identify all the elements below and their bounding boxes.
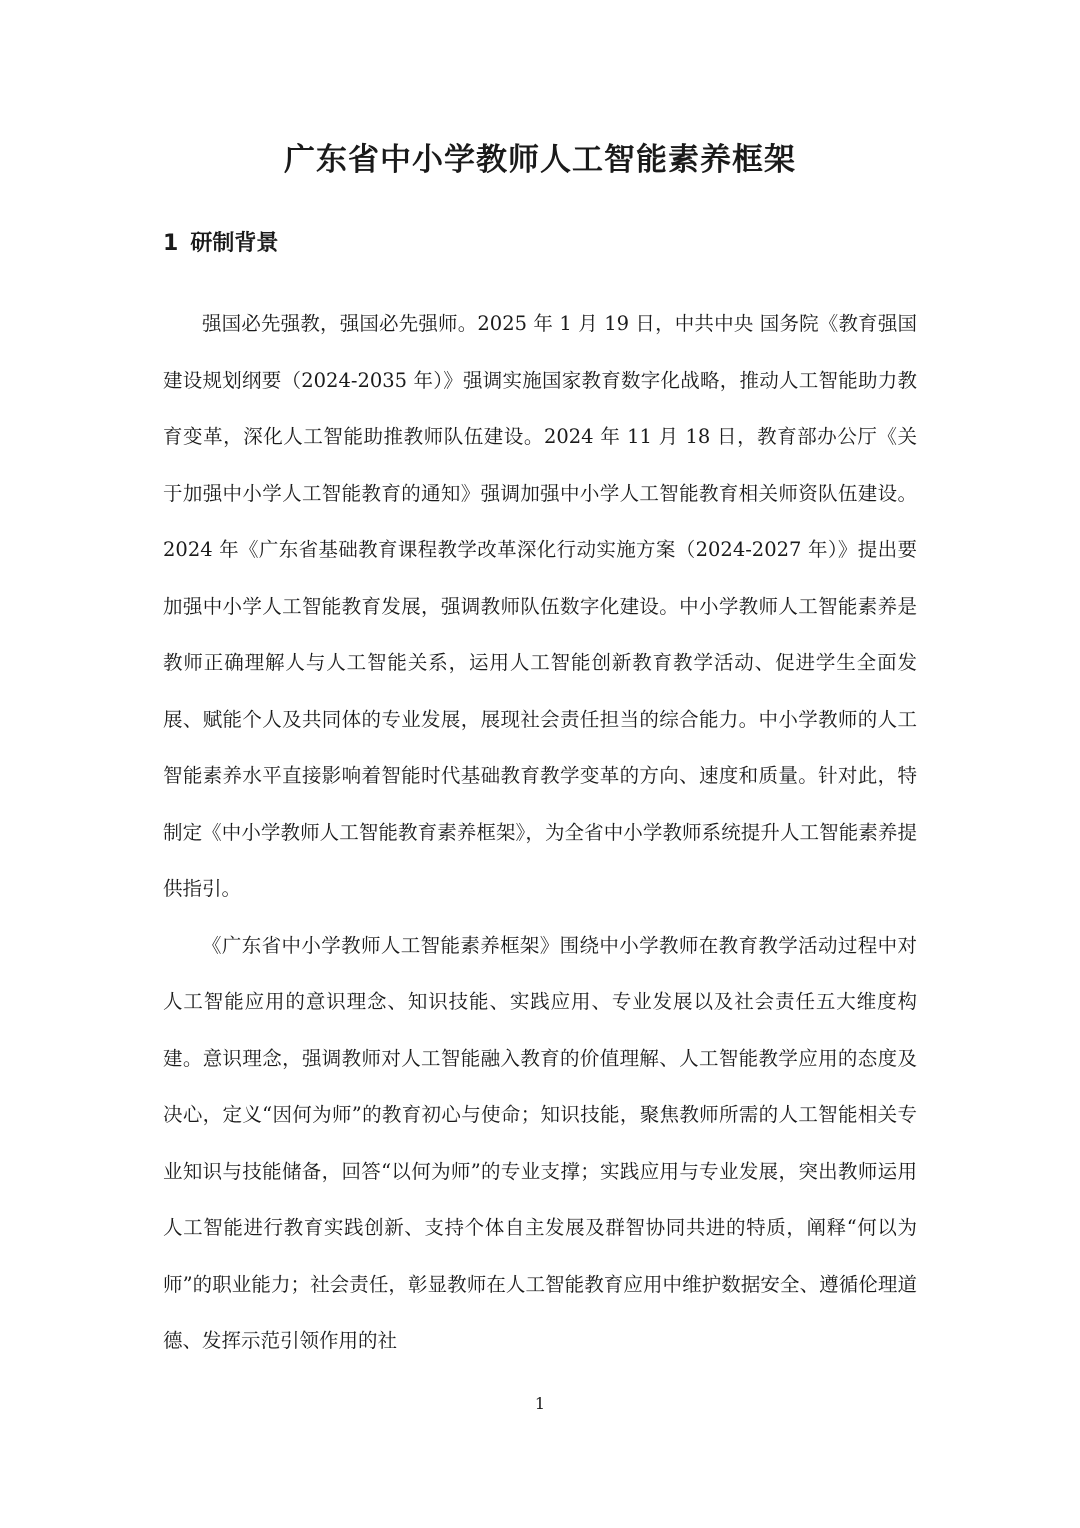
paragraph-background: 强国必先强教，强国必先强师。2025 年 1 月 19 日，中共中央 国务院《教育强国建设规划纲要（2024-2035 年）》强调实施国家教育数字化战略，推动人工智能助力教育变革，深化人工智能助推教师队伍建设。2024 年 11 月 18 日，教育部办公厅《关于加强中小学人工智能教育的通知》强调加强中小学人工智能教育相关师资队伍建设。2024 年《广东省基础教育课程教学改革深化行动实施方案（2024-2027 年）》提出要加强中小学人工智能教育发展，强调教师队伍数字化建设。中小学教师人工智能素养是教师正确理解人与人工智能关系，运用人工智能创新教育教学活动、促进学生全面发展、赋能个人及共同体的专业发展，展现社会责任担当的综合能力。中小学教师的人工智能素养水平直接影响着智能时代基础教育教学变革的方向、速度和质量。针对此，特制定《中小学教师人工智能教育素养框架》，为全省中小学教师系统提升人工智能素养提供指引。: [163, 312, 917, 900]
document-body: [163, 296, 917, 1370]
paragraph-framework: 《广东省中小学教师人工智能素养框架》围绕中小学教师在教育教学活动过程中对人工智能应用的意识理念、知识技能、实践应用、专业发展以及社会责任五大维度构建。意识理念，强调教师对人工智能融入教育的价值理解、人工智能教学应用的态度及决心，定义“因何为师”的教育初心与使命；知识技能，聚焦教师所需的人工智能相关专业知识与技能储备，回答“以何为师”的专业支撑；实践应用与专业发展，突出教师运用人工智能进行教育实践创新、支持个体自主发展及群智协同共进的特质，阐释“何以为师”的职业能力；社会责任，彰显教师在人工智能教育应用中维护数据安全、遵循伦理道德、发挥示范引领作用的社: [163, 933, 917, 1352]
section-heading: [163, 226, 278, 262]
section-number: 1: [163, 231, 179, 256]
document-title: 广东省中小学教师人工智能素养框架: [284, 142, 796, 178]
page-number: 1: [534, 1394, 546, 1413]
section-title: 研制背景: [190, 231, 279, 256]
